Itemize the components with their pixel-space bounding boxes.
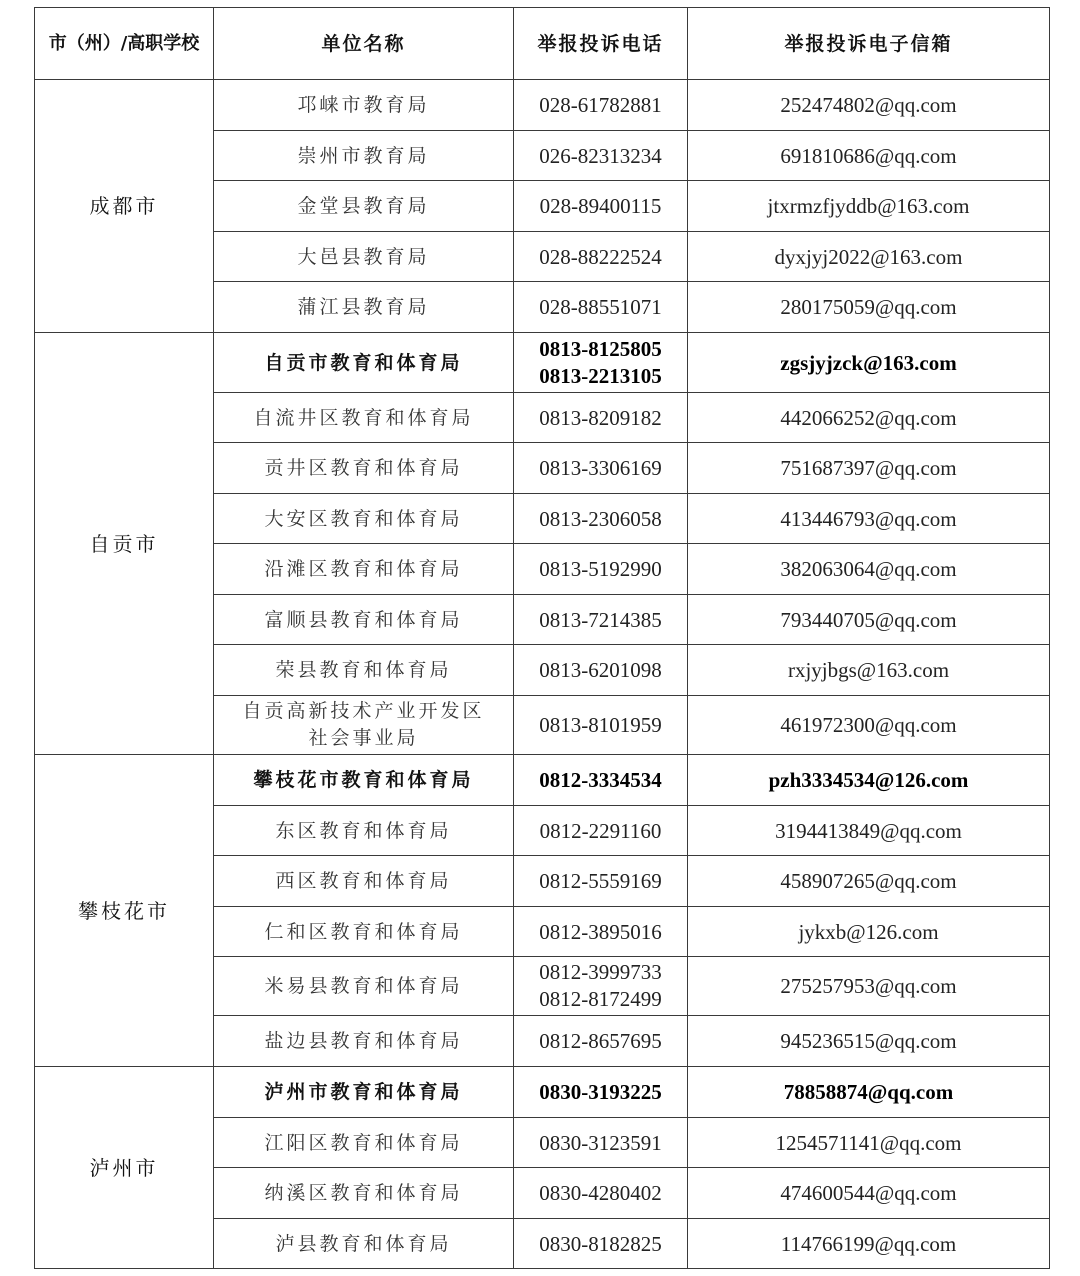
unit-name-line: 崇州市教育局 bbox=[297, 144, 430, 167]
unit-name-cell bbox=[214, 393, 514, 443]
unit-name-line: 盐边县教育和体育局 bbox=[264, 1030, 463, 1052]
phone-cell bbox=[514, 1219, 688, 1269]
unit-name-line: 自流井区教育和体育局 bbox=[253, 406, 474, 429]
table-row bbox=[35, 755, 1050, 806]
unit-name-cell bbox=[214, 544, 514, 595]
email-cell: 1254571141@qq.com bbox=[688, 1118, 1050, 1168]
unit-name-cell bbox=[214, 595, 514, 645]
phone-number: 0830-3123591 bbox=[539, 1130, 662, 1155]
header-email: 举报投诉电子信箱 bbox=[688, 8, 1050, 80]
phone-number: 0812-8172499 bbox=[539, 987, 662, 1011]
phone-number: 028-88551071 bbox=[539, 295, 662, 319]
phone-number: 0813-3306169 bbox=[539, 456, 662, 480]
header-unit: 单位名称 bbox=[214, 8, 514, 80]
phone-cell bbox=[514, 806, 688, 856]
unit-name-cell bbox=[214, 333, 514, 393]
phone-number: 0813-2213105 bbox=[539, 363, 662, 388]
unit-name-line: 仁和区教育和体育局 bbox=[264, 920, 463, 943]
unit-name-cell bbox=[214, 856, 514, 907]
unit-name-cell bbox=[214, 181, 514, 232]
email-cell: 382063064@qq.com bbox=[688, 544, 1050, 595]
phone-number: 028-88222524 bbox=[539, 244, 662, 269]
email-cell: 275257953@qq.com bbox=[688, 957, 1050, 1016]
phone-number: 0813-6201098 bbox=[539, 658, 662, 682]
unit-name-line: 米易县教育和体育局 bbox=[264, 975, 463, 997]
email-cell: 280175059@qq.com bbox=[688, 282, 1050, 333]
unit-name-cell bbox=[214, 443, 514, 494]
phone-cell bbox=[514, 1067, 688, 1118]
phone-cell bbox=[514, 181, 688, 232]
unit-name-line: 社会事业局 bbox=[308, 727, 419, 749]
unit-name-cell bbox=[214, 957, 514, 1016]
unit-name-cell bbox=[214, 494, 514, 544]
phone-number: 0812-5559169 bbox=[539, 869, 662, 893]
table-row bbox=[35, 333, 1050, 393]
phone-number: 0812-3999733 bbox=[539, 960, 662, 984]
unit-name-line: 纳溪区教育和体育局 bbox=[264, 1182, 463, 1204]
region-cell: 攀枝花市 bbox=[35, 755, 214, 1067]
phone-cell bbox=[514, 80, 688, 131]
phone-number: 028-89400115 bbox=[539, 194, 662, 218]
phone-number: 026-82313234 bbox=[539, 143, 662, 168]
unit-name-line: 自贡市教育和体育局 bbox=[264, 351, 463, 374]
unit-name-cell bbox=[214, 755, 514, 806]
phone-cell bbox=[514, 696, 688, 755]
table-body bbox=[35, 80, 1050, 1269]
phone-number: 0813-5192990 bbox=[539, 557, 662, 581]
phone-cell bbox=[514, 131, 688, 181]
email-cell: jykxb@126.com bbox=[688, 907, 1050, 957]
unit-name-line: 攀枝花市教育和体育局 bbox=[253, 769, 474, 791]
phone-number: 0813-8125805 bbox=[539, 336, 662, 361]
region-cell: 自贡市 bbox=[35, 333, 214, 755]
email-cell: 114766199@qq.com bbox=[688, 1219, 1050, 1269]
phone-cell bbox=[514, 1168, 688, 1219]
phone-number: 0813-7214385 bbox=[539, 607, 662, 632]
unit-name-line: 泸州市教育和体育局 bbox=[264, 1081, 463, 1103]
unit-name-cell bbox=[214, 806, 514, 856]
email-cell: 474600544@qq.com bbox=[688, 1168, 1050, 1219]
email-cell: 945236515@qq.com bbox=[688, 1016, 1050, 1067]
unit-name-line: 江阳区教育和体育局 bbox=[264, 1131, 463, 1154]
unit-name-line: 邛崃市教育局 bbox=[297, 94, 430, 116]
email-cell: 413446793@qq.com bbox=[688, 494, 1050, 544]
email-cell: rxjyjbgs@163.com bbox=[688, 645, 1050, 696]
unit-name-line: 大邑县教育局 bbox=[297, 245, 430, 268]
email-cell: 3194413849@qq.com bbox=[688, 806, 1050, 856]
phone-cell bbox=[514, 595, 688, 645]
phone-cell bbox=[514, 282, 688, 333]
phone-cell bbox=[514, 957, 688, 1016]
unit-name-line: 富顺县教育和体育局 bbox=[264, 608, 463, 631]
phone-number: 028-61782881 bbox=[539, 93, 662, 117]
email-cell: pzh3334534@126.com bbox=[688, 755, 1050, 806]
unit-name-line: 金堂县教育局 bbox=[297, 195, 430, 217]
phone-cell bbox=[514, 393, 688, 443]
phone-number: 0812-8657695 bbox=[539, 1029, 662, 1053]
phone-cell bbox=[514, 645, 688, 696]
header-region: 市（州）/高职学校 bbox=[35, 8, 214, 80]
unit-name-cell bbox=[214, 1118, 514, 1168]
header-phone: 举报投诉电话 bbox=[514, 8, 688, 80]
email-cell: dyxjyj2022@163.com bbox=[688, 232, 1050, 282]
phone-number: 0830-8182825 bbox=[539, 1231, 662, 1256]
unit-name-cell bbox=[214, 907, 514, 957]
unit-name-cell bbox=[214, 80, 514, 131]
phone-number: 0830-3193225 bbox=[539, 1080, 662, 1104]
unit-name-cell bbox=[214, 1219, 514, 1269]
email-cell: 751687397@qq.com bbox=[688, 443, 1050, 494]
table-row bbox=[35, 80, 1050, 131]
email-cell: jtxrmzfjyddb@163.com bbox=[688, 181, 1050, 232]
email-cell: 252474802@qq.com bbox=[688, 80, 1050, 131]
phone-number: 0813-8101959 bbox=[539, 713, 662, 737]
phone-number: 0812-3334534 bbox=[539, 768, 662, 792]
email-cell: 691810686@qq.com bbox=[688, 131, 1050, 181]
email-cell: 793440705@qq.com bbox=[688, 595, 1050, 645]
phone-cell bbox=[514, 333, 688, 393]
complaint-contact-table bbox=[34, 7, 1050, 1269]
phone-cell bbox=[514, 232, 688, 282]
phone-cell bbox=[514, 494, 688, 544]
unit-name-cell bbox=[214, 131, 514, 181]
phone-cell bbox=[514, 856, 688, 907]
unit-name-cell bbox=[214, 1067, 514, 1118]
unit-name-line: 沿滩区教育和体育局 bbox=[264, 558, 463, 580]
email-cell: 442066252@qq.com bbox=[688, 393, 1050, 443]
unit-name-line: 大安区教育和体育局 bbox=[264, 507, 463, 530]
phone-cell bbox=[514, 1016, 688, 1067]
email-cell: 78858874@qq.com bbox=[688, 1067, 1050, 1118]
email-cell: 461972300@qq.com bbox=[688, 696, 1050, 755]
phone-number: 0830-4280402 bbox=[539, 1181, 662, 1205]
unit-name-line: 贡井区教育和体育局 bbox=[264, 457, 463, 479]
unit-name-line: 蒲江县教育局 bbox=[297, 296, 430, 318]
unit-name-line: 自贡高新技术产业开发区 bbox=[242, 700, 485, 722]
unit-name-cell bbox=[214, 232, 514, 282]
unit-name-cell bbox=[214, 696, 514, 755]
region-cell: 泸州市 bbox=[35, 1067, 214, 1269]
unit-name-cell bbox=[214, 282, 514, 333]
phone-number: 0813-8209182 bbox=[539, 405, 662, 430]
unit-name-line: 荣县教育和体育局 bbox=[275, 659, 452, 681]
phone-number: 0813-2306058 bbox=[539, 506, 662, 531]
phone-cell bbox=[514, 443, 688, 494]
phone-number: 0812-2291160 bbox=[539, 818, 662, 843]
table-row bbox=[35, 1067, 1050, 1118]
phone-cell bbox=[514, 755, 688, 806]
unit-name-cell bbox=[214, 1168, 514, 1219]
header-row bbox=[35, 8, 1050, 80]
phone-cell bbox=[514, 907, 688, 957]
unit-name-cell bbox=[214, 1016, 514, 1067]
unit-name-line: 东区教育和体育局 bbox=[275, 819, 452, 842]
email-cell: 458907265@qq.com bbox=[688, 856, 1050, 907]
unit-name-line: 泸县教育和体育局 bbox=[275, 1232, 452, 1255]
phone-cell bbox=[514, 1118, 688, 1168]
region-cell: 成都市 bbox=[35, 80, 214, 333]
unit-name-cell bbox=[214, 645, 514, 696]
email-cell: zgsjyjzck@163.com bbox=[688, 333, 1050, 393]
phone-cell bbox=[514, 544, 688, 595]
unit-name-line: 西区教育和体育局 bbox=[275, 870, 452, 892]
phone-number: 0812-3895016 bbox=[539, 919, 662, 944]
